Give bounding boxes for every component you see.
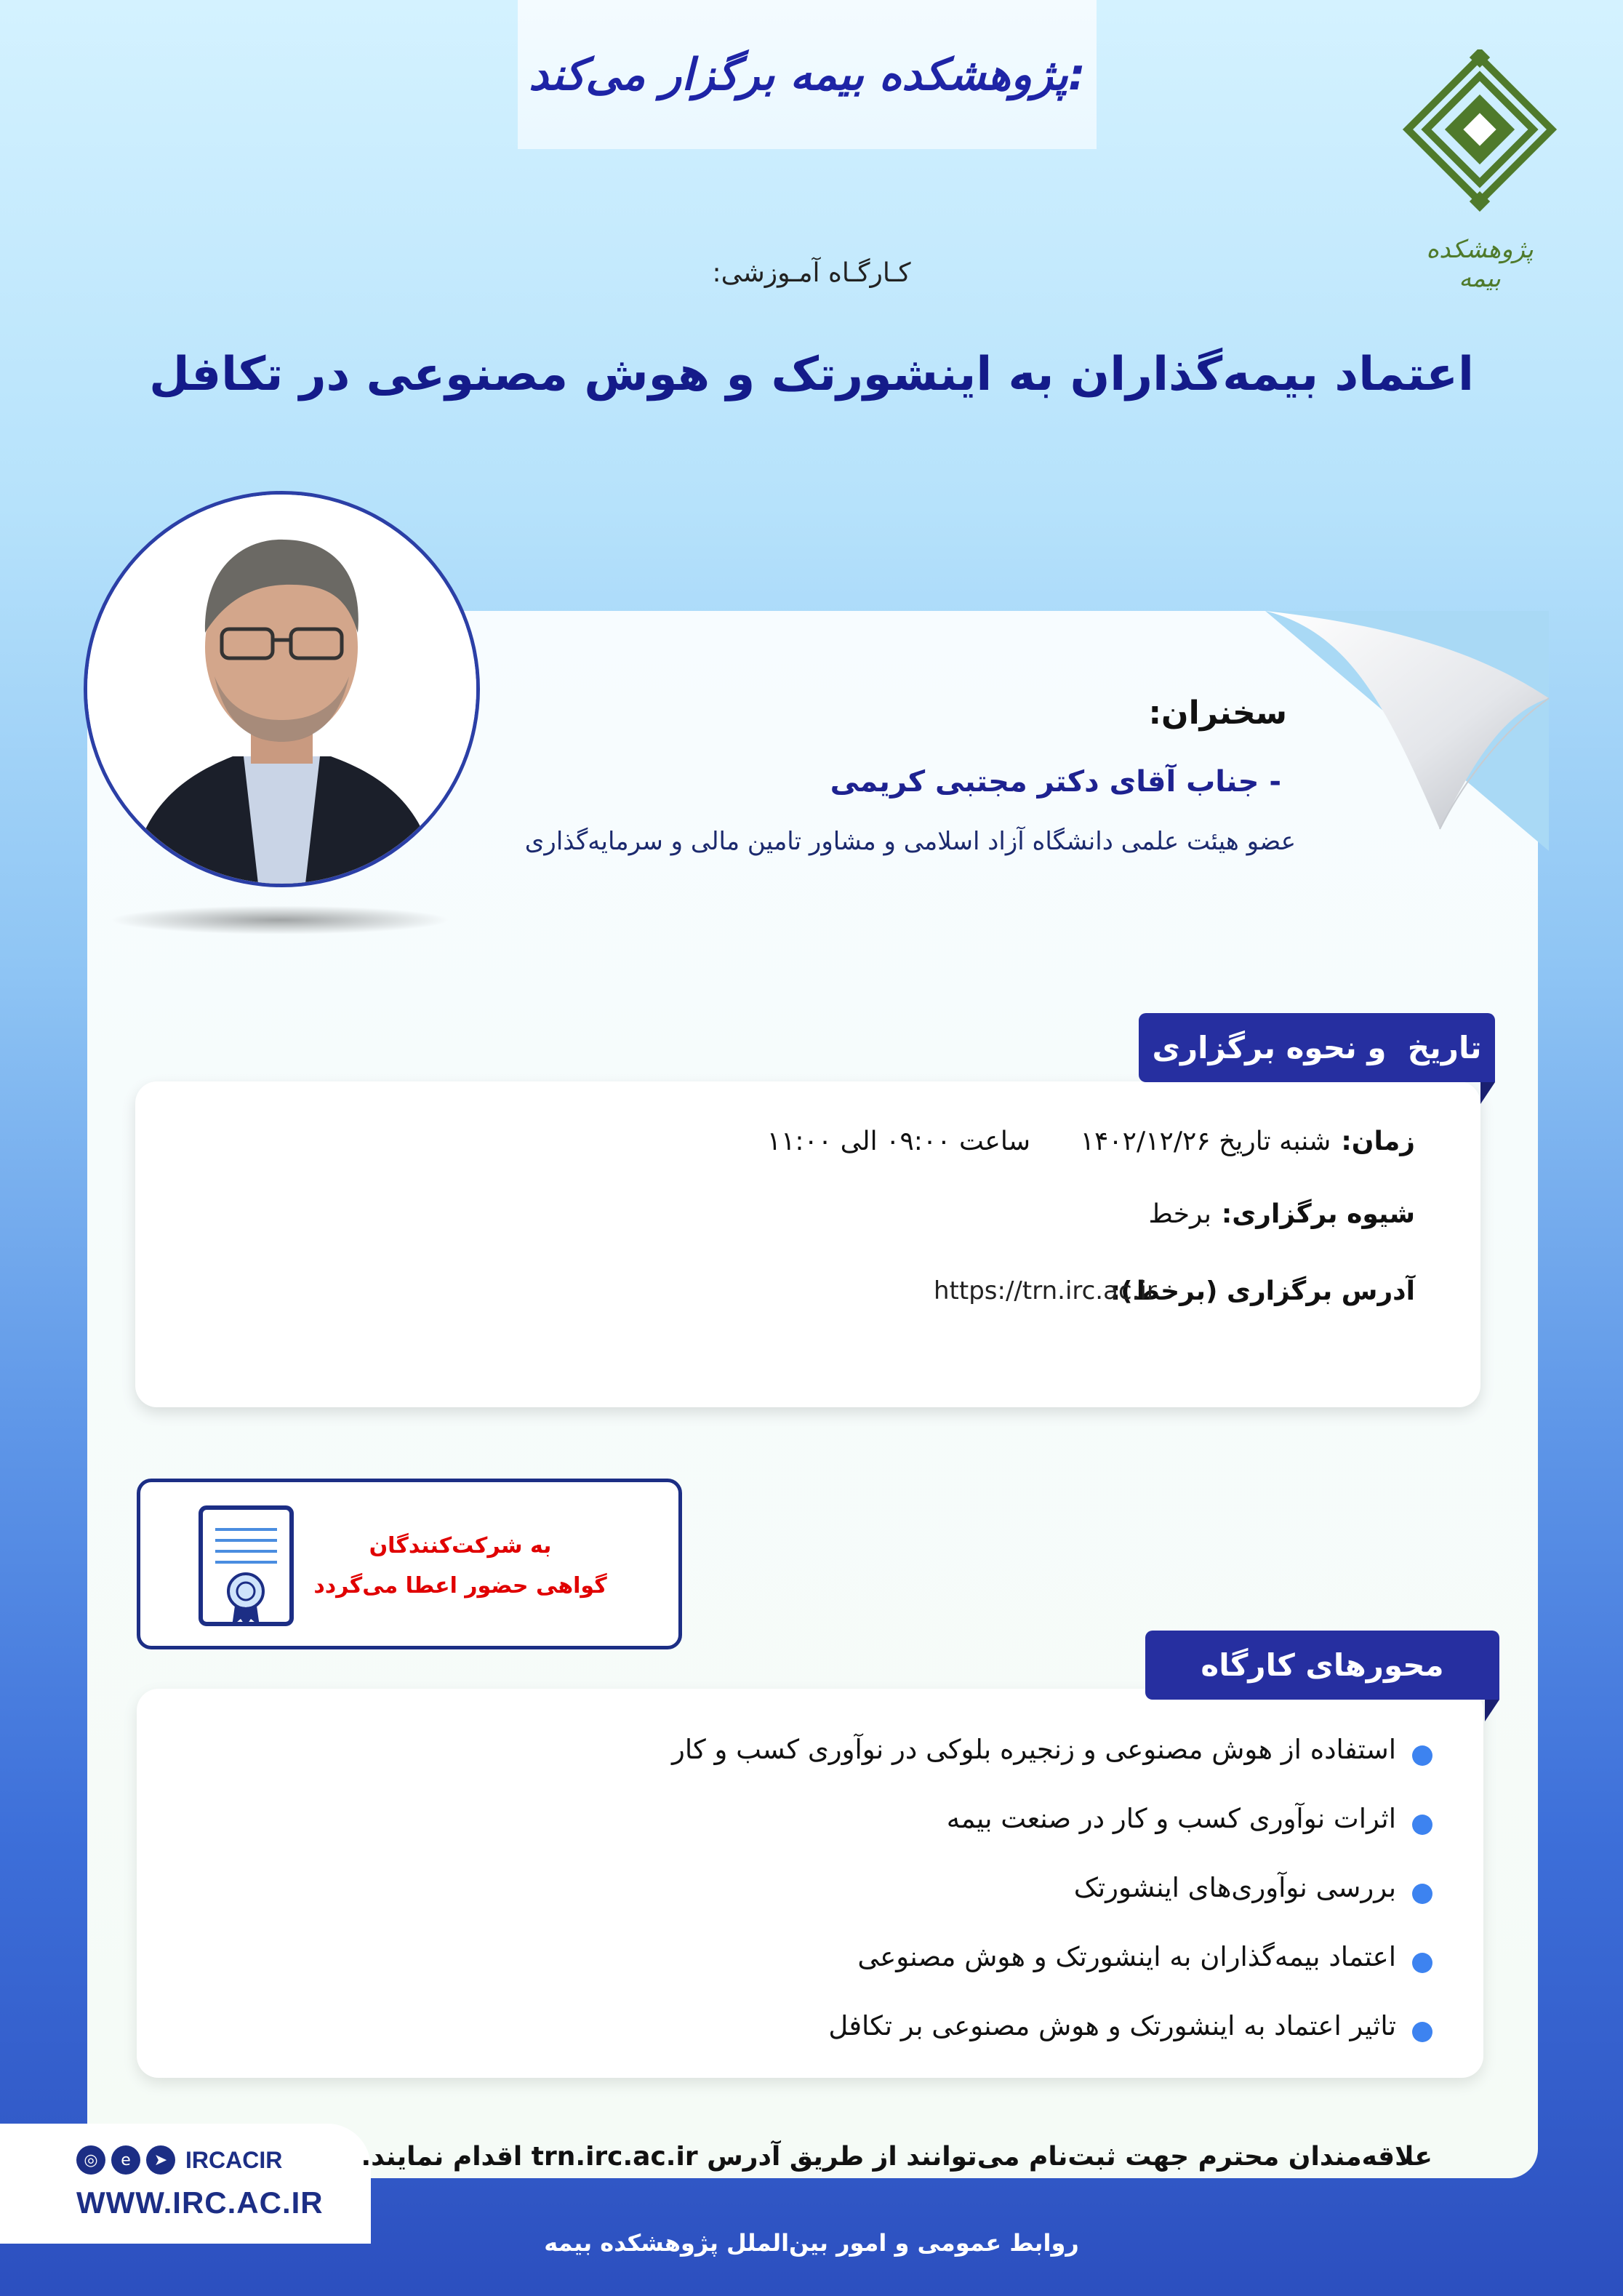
telegram-icon[interactable]: ➤ (146, 2145, 175, 2175)
topic-item: استفاده از هوش مصنوعی و زنجیره بلوکی در نوآوری کسب و کار (671, 1734, 1396, 1765)
speaker-title: عضو هیئت علمی دانشگاه آزاد اسلامی و مشاور تامین مالی و سرمایه‌گذاری (524, 827, 1296, 856)
certificate-line-2: گواهی حضور اعطا می‌گردد (313, 1573, 607, 1599)
topics-box (137, 1689, 1483, 2078)
speaker-label: سخنران: (1148, 695, 1287, 732)
top-banner (518, 0, 1097, 149)
banner-text: پژوهشکده بیمه برگزار می‌کند: (529, 49, 1086, 100)
schedule-tab (1139, 1013, 1495, 1082)
website-link[interactable]: WWW.IRC.AC.IR (76, 2185, 324, 2220)
bullet-icon (1412, 1815, 1432, 1835)
schedule-tab-label: تاریخ و نحوه برگزاری (1152, 1030, 1482, 1065)
workshop-label: کـارگـاه آمـوزشی: (712, 258, 911, 288)
social-handle: IRCACIR (185, 2146, 283, 2173)
instagram-icon[interactable]: ◎ (76, 2145, 105, 2175)
time-row (767, 1127, 1415, 1156)
time-label: زمان: (1341, 1127, 1415, 1156)
speaker-photo (87, 495, 476, 884)
registration-note: علاقه‌مندان محترم جهت ثبت‌نام می‌توانند از طریق آدرس trn.irc.ac.ir اقدام نمایند. (361, 2142, 1432, 2172)
topic-item: اثرات نوآوری کسب و کار در صنعت بیمه (946, 1803, 1396, 1834)
eitaa-icon[interactable]: e (111, 2145, 140, 2175)
workshop-title: اعتماد بیمه‌گذاران به اینشورتک و هوش مصنوعی در تکافل (149, 348, 1474, 401)
topics-tab (1145, 1631, 1499, 1700)
certificate-line-1: به شرکت‌کنندگان (369, 1533, 552, 1559)
bullet-icon (1412, 2022, 1432, 2042)
schedule-tab-tail (1480, 1082, 1495, 1104)
bullet-icon (1412, 1745, 1432, 1766)
topic-item: تاثیر اعتماد به اینشورتک و هوش مصنوعی بر تکافل (828, 2010, 1396, 2041)
social-links (76, 2145, 282, 2175)
photo-shadow (109, 905, 451, 935)
bullet-icon (1412, 1953, 1432, 1973)
topic-item: اعتماد بیمه‌گذاران به اینشورتک و هوش مصنوعی (857, 1941, 1396, 1972)
footer-credit: روابط عمومی و امور بین‌الملل پژوهشکده بیمه (544, 2229, 1079, 2257)
method-label: شیوه برگزاری: (1221, 1199, 1415, 1229)
topics-tab-tail (1485, 1700, 1499, 1721)
page-curl (1265, 611, 1549, 851)
logo-caption: پژوهشکده بیمه (1426, 235, 1534, 293)
time-value: شنبه تاریخ ۱۴۰۲/۱۲/۲۶ ساعت ۰۹:۰۰ الی ۱۱:۰۰ (766, 1127, 1331, 1156)
schedule-box (135, 1081, 1480, 1407)
topic-item: بررسی نوآوری‌های اینشورتک (1073, 1872, 1396, 1903)
address-label: آدرس برگزاری (برخط): (1110, 1276, 1415, 1306)
certificate-icon (197, 1504, 295, 1628)
topics-tab-label: محورهای کارگاه (1201, 1647, 1444, 1683)
certificate-box (137, 1479, 682, 1649)
bullet-icon (1412, 1884, 1432, 1904)
method-value: برخط (1148, 1199, 1211, 1229)
speaker-name: - جناب آقای دکتر مجتبی کریمی (830, 765, 1281, 799)
method-row (1149, 1199, 1415, 1229)
address-link[interactable]: https://trn.irc.ac.ir (934, 1276, 1157, 1305)
institute-logo (1396, 49, 1563, 293)
footer-contact-panel (0, 2124, 371, 2244)
